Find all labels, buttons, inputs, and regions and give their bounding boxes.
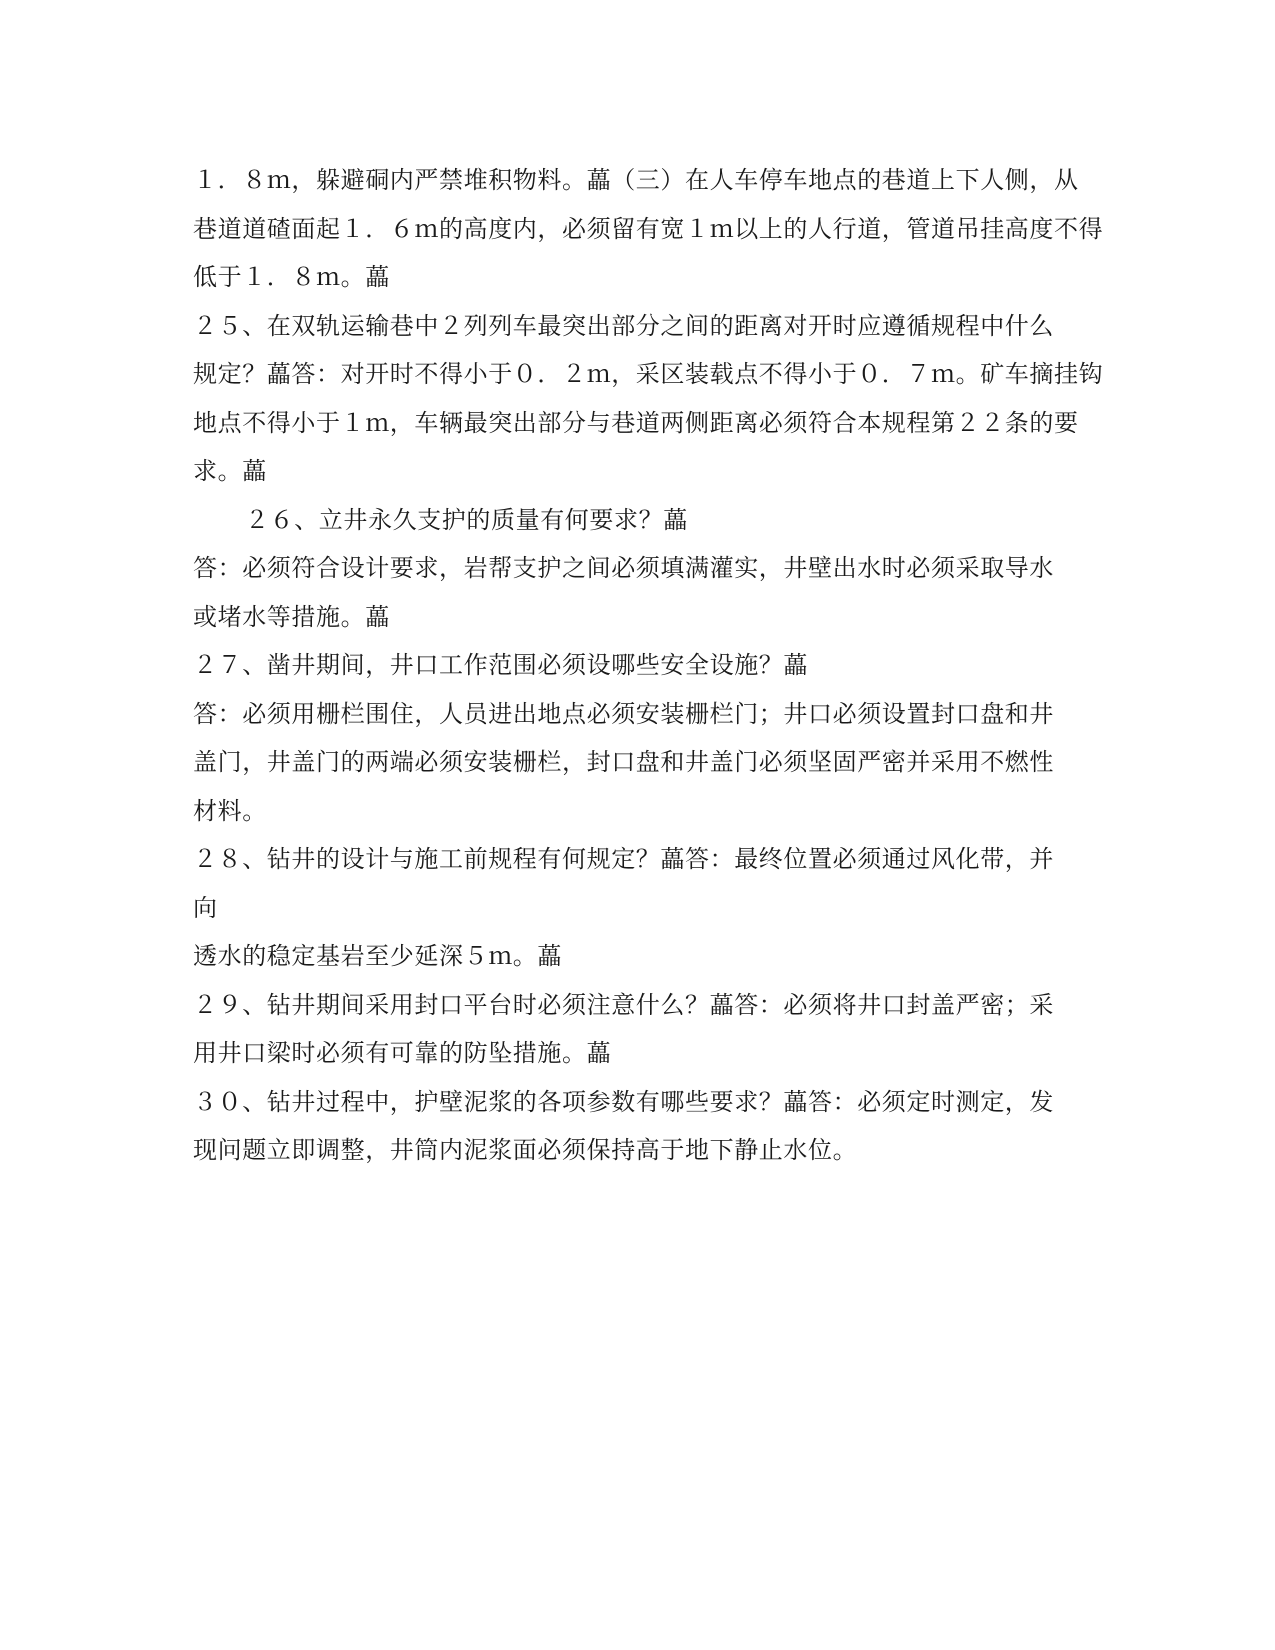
document-body <box>193 156 1104 1175</box>
text-line: 盖门，井盖门的两端必须安装栅栏，封口盘和井盖门必须坚固严密并采用不燃性 <box>193 748 1054 776</box>
text-line: 材料。 <box>193 796 267 825</box>
text-line: 用井口梁时必须有可靠的防坠措施。藟 <box>193 1039 612 1067</box>
text-line: 现问题立即调整，井筒内泥浆面必须保持高于地下静止水位。 <box>193 1136 858 1164</box>
question-28: ２８、钻井的设计与施工前规程有何规定？藟答：最终位置必须通过风化带，并 <box>193 845 1054 873</box>
text-line: 地点不得小于１ｍ，车辆最突出部分与巷道两侧距离必须符合本规程第２２条的要 <box>193 408 1079 437</box>
answer-27: 答：必须用栅栏围住，人员进出地点必须安装栅栏门；井口必须设置封口盘和井 <box>193 699 1054 728</box>
question-30: ３０、钻井过程中，护壁泥浆的各项参数有哪些要求？藟答：必须定时测定，发 <box>193 1087 1054 1116</box>
answer-25: 规定？藟答：对开时不得小于０．２ｍ，采区装载点不得小于０．７ｍ。矿车摘挂钩 <box>193 360 1104 388</box>
text-line: １．８ｍ，躲避硐内严禁堆积物料。藟（三）在人车停车地点的巷道上下人侧，从 <box>193 166 1079 194</box>
text-line: 透水的稳定基岩至少延深５ｍ。藟 <box>193 942 562 970</box>
text-line: 低于１．８ｍ。藟 <box>193 263 390 291</box>
text-line: 或堵水等措施。藟 <box>193 602 390 631</box>
text-line: 向 <box>193 893 218 922</box>
question-26: ２６、立井永久支护的质量有何要求？藟 <box>245 505 688 534</box>
answer-26: 答：必须符合设计要求，岩帮支护之间必须填满灌实，井壁出水时必须采取导水 <box>193 554 1054 582</box>
question-29: ２９、钻井期间采用封口平台时必须注意什么？藟答：必须将井口封盖严密；采 <box>193 990 1054 1019</box>
question-25: ２５、在双轨运输巷中２列列车最突出部分之间的距离对开时应遵循规程中什么 <box>193 311 1054 340</box>
text-line: 求。藟 <box>193 457 267 485</box>
text-line: 巷道道碴面起１．６ｍ的高度内，必须留有宽１ｍ以上的人行道，管道吊挂高度不得 <box>193 214 1104 243</box>
question-27: ２７、凿井期间，井口工作范围必须设哪些安全设施？藟 <box>193 651 808 679</box>
